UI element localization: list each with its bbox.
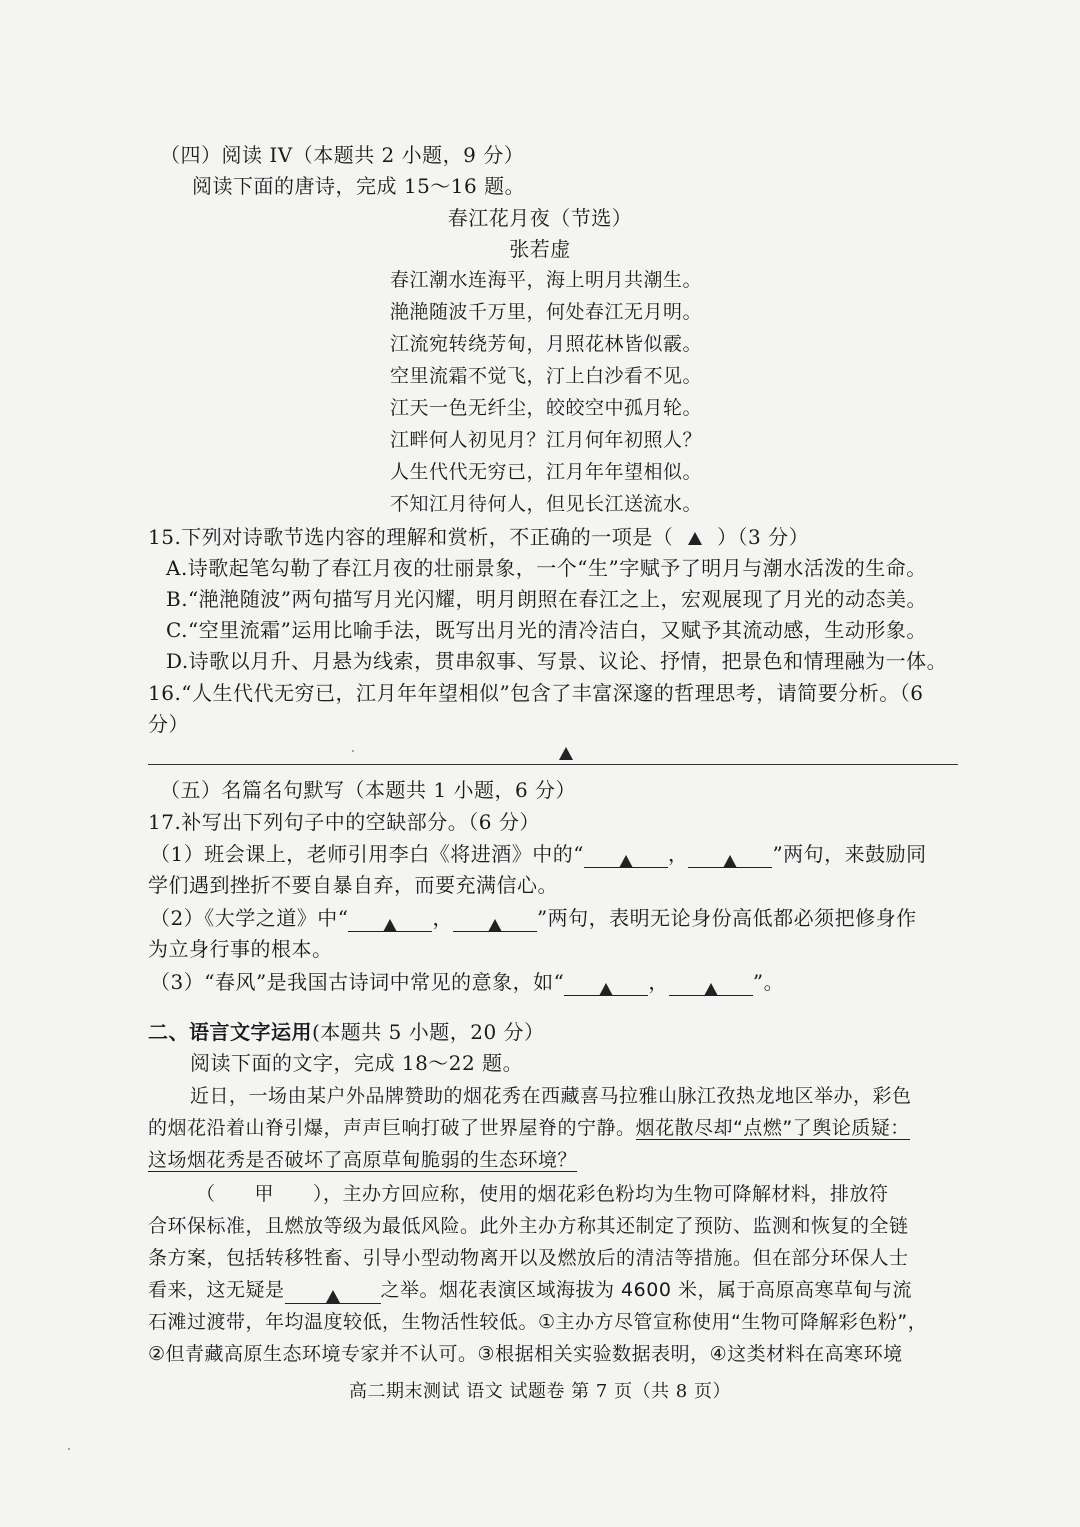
- passage-line: 条方案，包括转移牲畜、引导小型动物离开以及燃放后的清洁等措施。但在部分环保人士: [148, 1247, 909, 1269]
- passage-line: （ 甲 ），主办方回应称，使用的烟花彩色粉均为生物可降解材料，排放符: [196, 1183, 889, 1205]
- poem-line: 人生代代无穷已，江月年年望相似。: [390, 461, 703, 483]
- q17-item2-cont: 为立身行事的根本。: [148, 937, 333, 961]
- section5-heading: （五）名篇名句默写（本题共 1 小题，6 分）: [160, 778, 577, 802]
- fill-blank[interactable]: [285, 1279, 381, 1304]
- fill-blank[interactable]: [669, 971, 753, 996]
- fill-blank[interactable]: [348, 907, 432, 932]
- passage-line: 看来，这无疑是 之举。烟花表演区域海拔为 4600 米，属于高原高寒草甸与流: [148, 1276, 912, 1304]
- underlined-sentence: 烟花散尽却“点燃”了舆论质疑：: [635, 1117, 910, 1139]
- scan-speck: [68, 1448, 70, 1450]
- answer-marker-icon: [688, 532, 702, 545]
- poem-line: 空里流霜不觉飞，汀上白沙看不见。: [390, 365, 703, 387]
- section4-instruction: 阅读下面的唐诗，完成 15～16 题。: [192, 174, 526, 198]
- q15-option-b: B.“滟滟随波”两句描写月光闪耀，明月朗照在春江之上，宏观展现了月光的动态美。: [166, 587, 928, 611]
- answer-marker-icon: [723, 855, 737, 868]
- fill-blank[interactable]: [584, 843, 668, 868]
- poem-title: 春江花月夜（节选）: [447, 206, 633, 230]
- answer-marker-icon: [599, 983, 613, 996]
- q17-item3: （3）“春风”是我国古诗词中常见的意象，如“ ， ”。: [150, 970, 785, 994]
- q17-item1-cont: 学们遇到挫折不要自暴自弃，而要充满信心。: [148, 873, 558, 897]
- poem-line: 江天一色无纤尘，皎皎空中孤月轮。: [390, 397, 703, 419]
- answer-marker-icon: [383, 919, 397, 932]
- answer-marker-icon: [488, 919, 502, 932]
- q15-option-a: A.诗歌起笔勾勒了春江月夜的壮丽景象，一个“生”字赋予了明月与潮水活泼的生命。: [166, 556, 927, 580]
- section4-heading: （四）阅读 IV（本题共 2 小题，9 分）: [160, 143, 525, 167]
- q16-stem: 16.“人生代代无穷已，江月年年望相似”包含了丰富深邃的哲理思考，请简要分析。（6: [148, 681, 924, 705]
- poem-author: 张若虚: [509, 237, 571, 261]
- poem-line: 春江潮水连海平，海上明月共潮生。: [390, 269, 703, 291]
- passage-line: 合环保标准，且燃放等级为最低风险。此外主办方称其还制定了预防、监测和恢复的全链: [148, 1215, 909, 1237]
- passage-line: 石滩过渡带，年均温度较低，生物活性较低。①主办方尽管宣称使用“生物可降解彩色粉”，: [148, 1311, 928, 1333]
- poem-line: 江流宛转绕芳甸，月照花林皆似霰。: [390, 333, 703, 355]
- q16-stem-cont: 分）: [148, 712, 189, 736]
- poem-line: 滟滟随波千万里，何处春江无月明。: [390, 301, 703, 323]
- poem-line: 不知江月待何人，但见长江送流水。: [390, 493, 703, 515]
- answer-marker-icon: [326, 1290, 340, 1303]
- answer-line: [148, 764, 958, 765]
- underlined-sentence: 这场烟花秀是否破坏了高原草甸脆弱的生态环境？: [148, 1149, 578, 1171]
- answer-marker-icon: [704, 983, 718, 996]
- q17-item1: （1）班会课上，老师引用李白《将进酒》中的“ ， ”两句，来鼓励同: [150, 842, 927, 866]
- q17-stem: 17.补写出下列句子中的空缺部分。（6 分）: [148, 810, 540, 834]
- answer-marker-icon: [619, 855, 633, 868]
- fill-blank[interactable]: [688, 843, 772, 868]
- q15-option-d: D.诗歌以月升、月悬为线索，贯串叙事、写景、议论、抒情，把景色和情理融为一体。: [166, 649, 948, 673]
- answer-marker-icon: [559, 747, 573, 760]
- q15-stem: 15.下列对诗歌节选内容的理解和赏析，不正确的一项是（ ）（3 分）: [148, 525, 810, 549]
- q15-option-c: C.“空里流霜”运用比喻手法，既写出月光的清冷洁白，又赋予其流动感，生动形象。: [166, 618, 927, 642]
- page-footer: 高二期末测试 语文 试题卷 第 7 页（共 8 页）: [349, 1381, 731, 1402]
- passage-line: 近日，一场由某户外品牌赞助的烟花秀在西藏喜马拉雅山脉江孜热龙地区举办，彩色: [190, 1085, 912, 1107]
- fill-blank[interactable]: [453, 907, 537, 932]
- part2-instruction: 阅读下面的文字，完成 18～22 题。: [190, 1051, 524, 1075]
- poem-line: 江畔何人初见月？江月何年初照人？: [390, 429, 703, 451]
- passage-line: ②但青藏高原生态环境专家并不认可。③根据相关实验数据表明，④这类材料在高寒环境: [148, 1343, 903, 1365]
- fill-blank[interactable]: [564, 971, 648, 996]
- q17-item2: （2）《大学之道》中“ ， ”两句，表明无论身份高低都必须把修身作: [150, 906, 917, 930]
- part2-heading: 二、语言文字运用(本题共 5 小题，20 分）: [148, 1020, 545, 1044]
- scan-speck: [352, 750, 354, 752]
- passage-line: [148, 1146, 577, 1174]
- passage-line: 的烟花沿着山脊引爆，声声巨响打破了世界屋脊的宁静。烟花散尽却“点燃”了舆论质疑：: [148, 1117, 910, 1139]
